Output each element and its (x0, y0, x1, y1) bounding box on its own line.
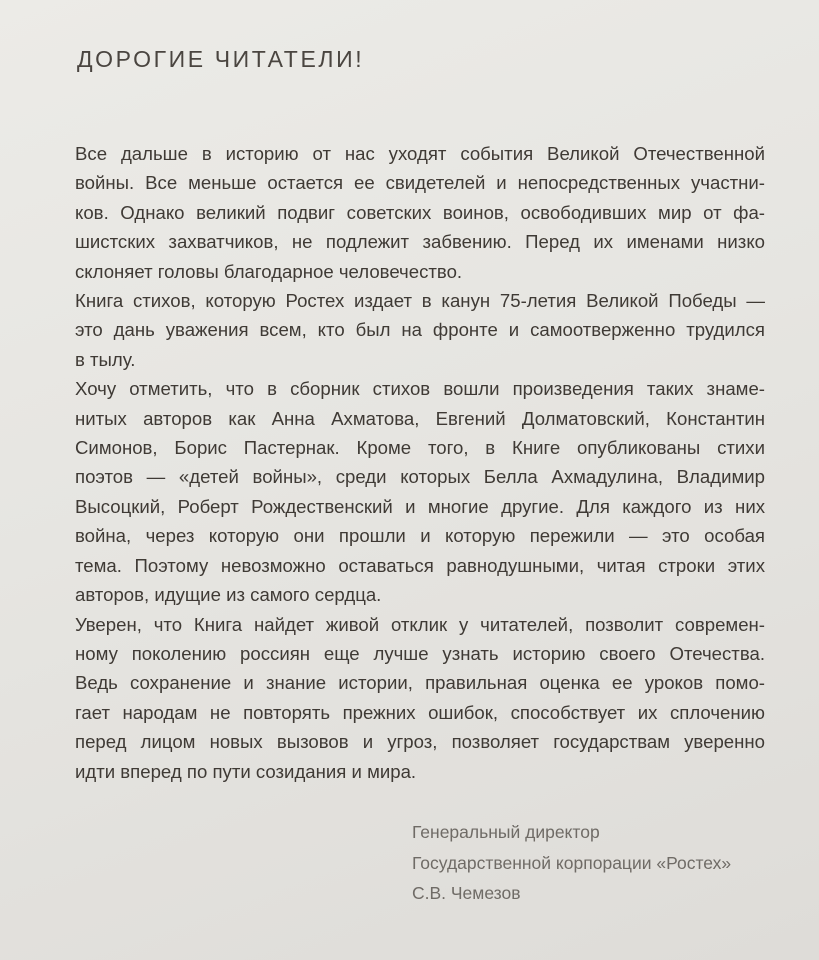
page-title: ДОРОГИЕ ЧИТАТЕЛИ! (77, 46, 365, 72)
body-line: Симонов, Борис Пастернак. Кроме того, в Книге опубликованы стихи (75, 437, 765, 459)
body-line: перед лицом новых вызовов и угроз, позволяет государствам уверенно (75, 731, 765, 753)
body-line: Все дальше в историю от нас уходят события Великой Отечественной (75, 143, 765, 164)
body-line: война, через которую они прошли и которую пережили — это особая (75, 525, 765, 547)
body-line: поэтов — «детей войны», среди которых Белла Ахмадулина, Владимир (75, 466, 765, 488)
body-line: гает народам не повторять прежних ошибок, способствует их сплочению (75, 701, 765, 723)
body-line: шистских захватчиков, не подлежит забвению. Перед их именами низко (75, 231, 765, 253)
body-line: тема. Поэтому невозможно оставаться равнодушными, читая строки этих (75, 554, 765, 576)
body-line: Хочу отметить, что в сборник стихов вошли произведения таких знаме- (75, 378, 765, 400)
body-line: авторов, идущие из самого сердца. (75, 584, 382, 606)
body-line: это дань уважения всем, кто был на фронте и самоотверженно трудился (75, 319, 765, 341)
body-line: идти вперед по пути созидания и мира. (75, 760, 417, 782)
body-line: войны. Все меньше остается ее свидетелей и непосредственных участни- (75, 172, 765, 194)
body-line: склоняет головы благодарное человечество. (75, 260, 463, 282)
body-line: Высоцкий, Роберт Рождественский и многие другие. Для каждого из них (75, 495, 765, 517)
body-line: нитых авторов как Анна Ахматова, Евгений Долматовский, Константин (75, 407, 765, 429)
letter-body (75, 139, 765, 786)
signature-name: С.В. Чемезов (412, 883, 521, 903)
body-line: Книга стихов, которую Ростех издает в канун 75-летия Великой Победы — (75, 290, 765, 312)
body-line: Уверен, что Книга найдет живой отклик у читателей, позволит современ- (75, 613, 765, 635)
signature-block (412, 817, 731, 909)
signature-position: Генеральный директор (412, 822, 600, 842)
body-line: ному поколению россиян еще лучше узнать историю своего Отечества. (75, 642, 765, 664)
body-line: Ведь сохранение и знание истории, правильная оценка ее уроков помо- (75, 672, 765, 694)
body-line: в тылу. (75, 348, 136, 370)
body-line: ков. Однако великий подвиг советских воинов, освободивших мир от фа- (75, 201, 765, 223)
signature-organization: Государственной корпорации «Ростех» (412, 852, 732, 873)
